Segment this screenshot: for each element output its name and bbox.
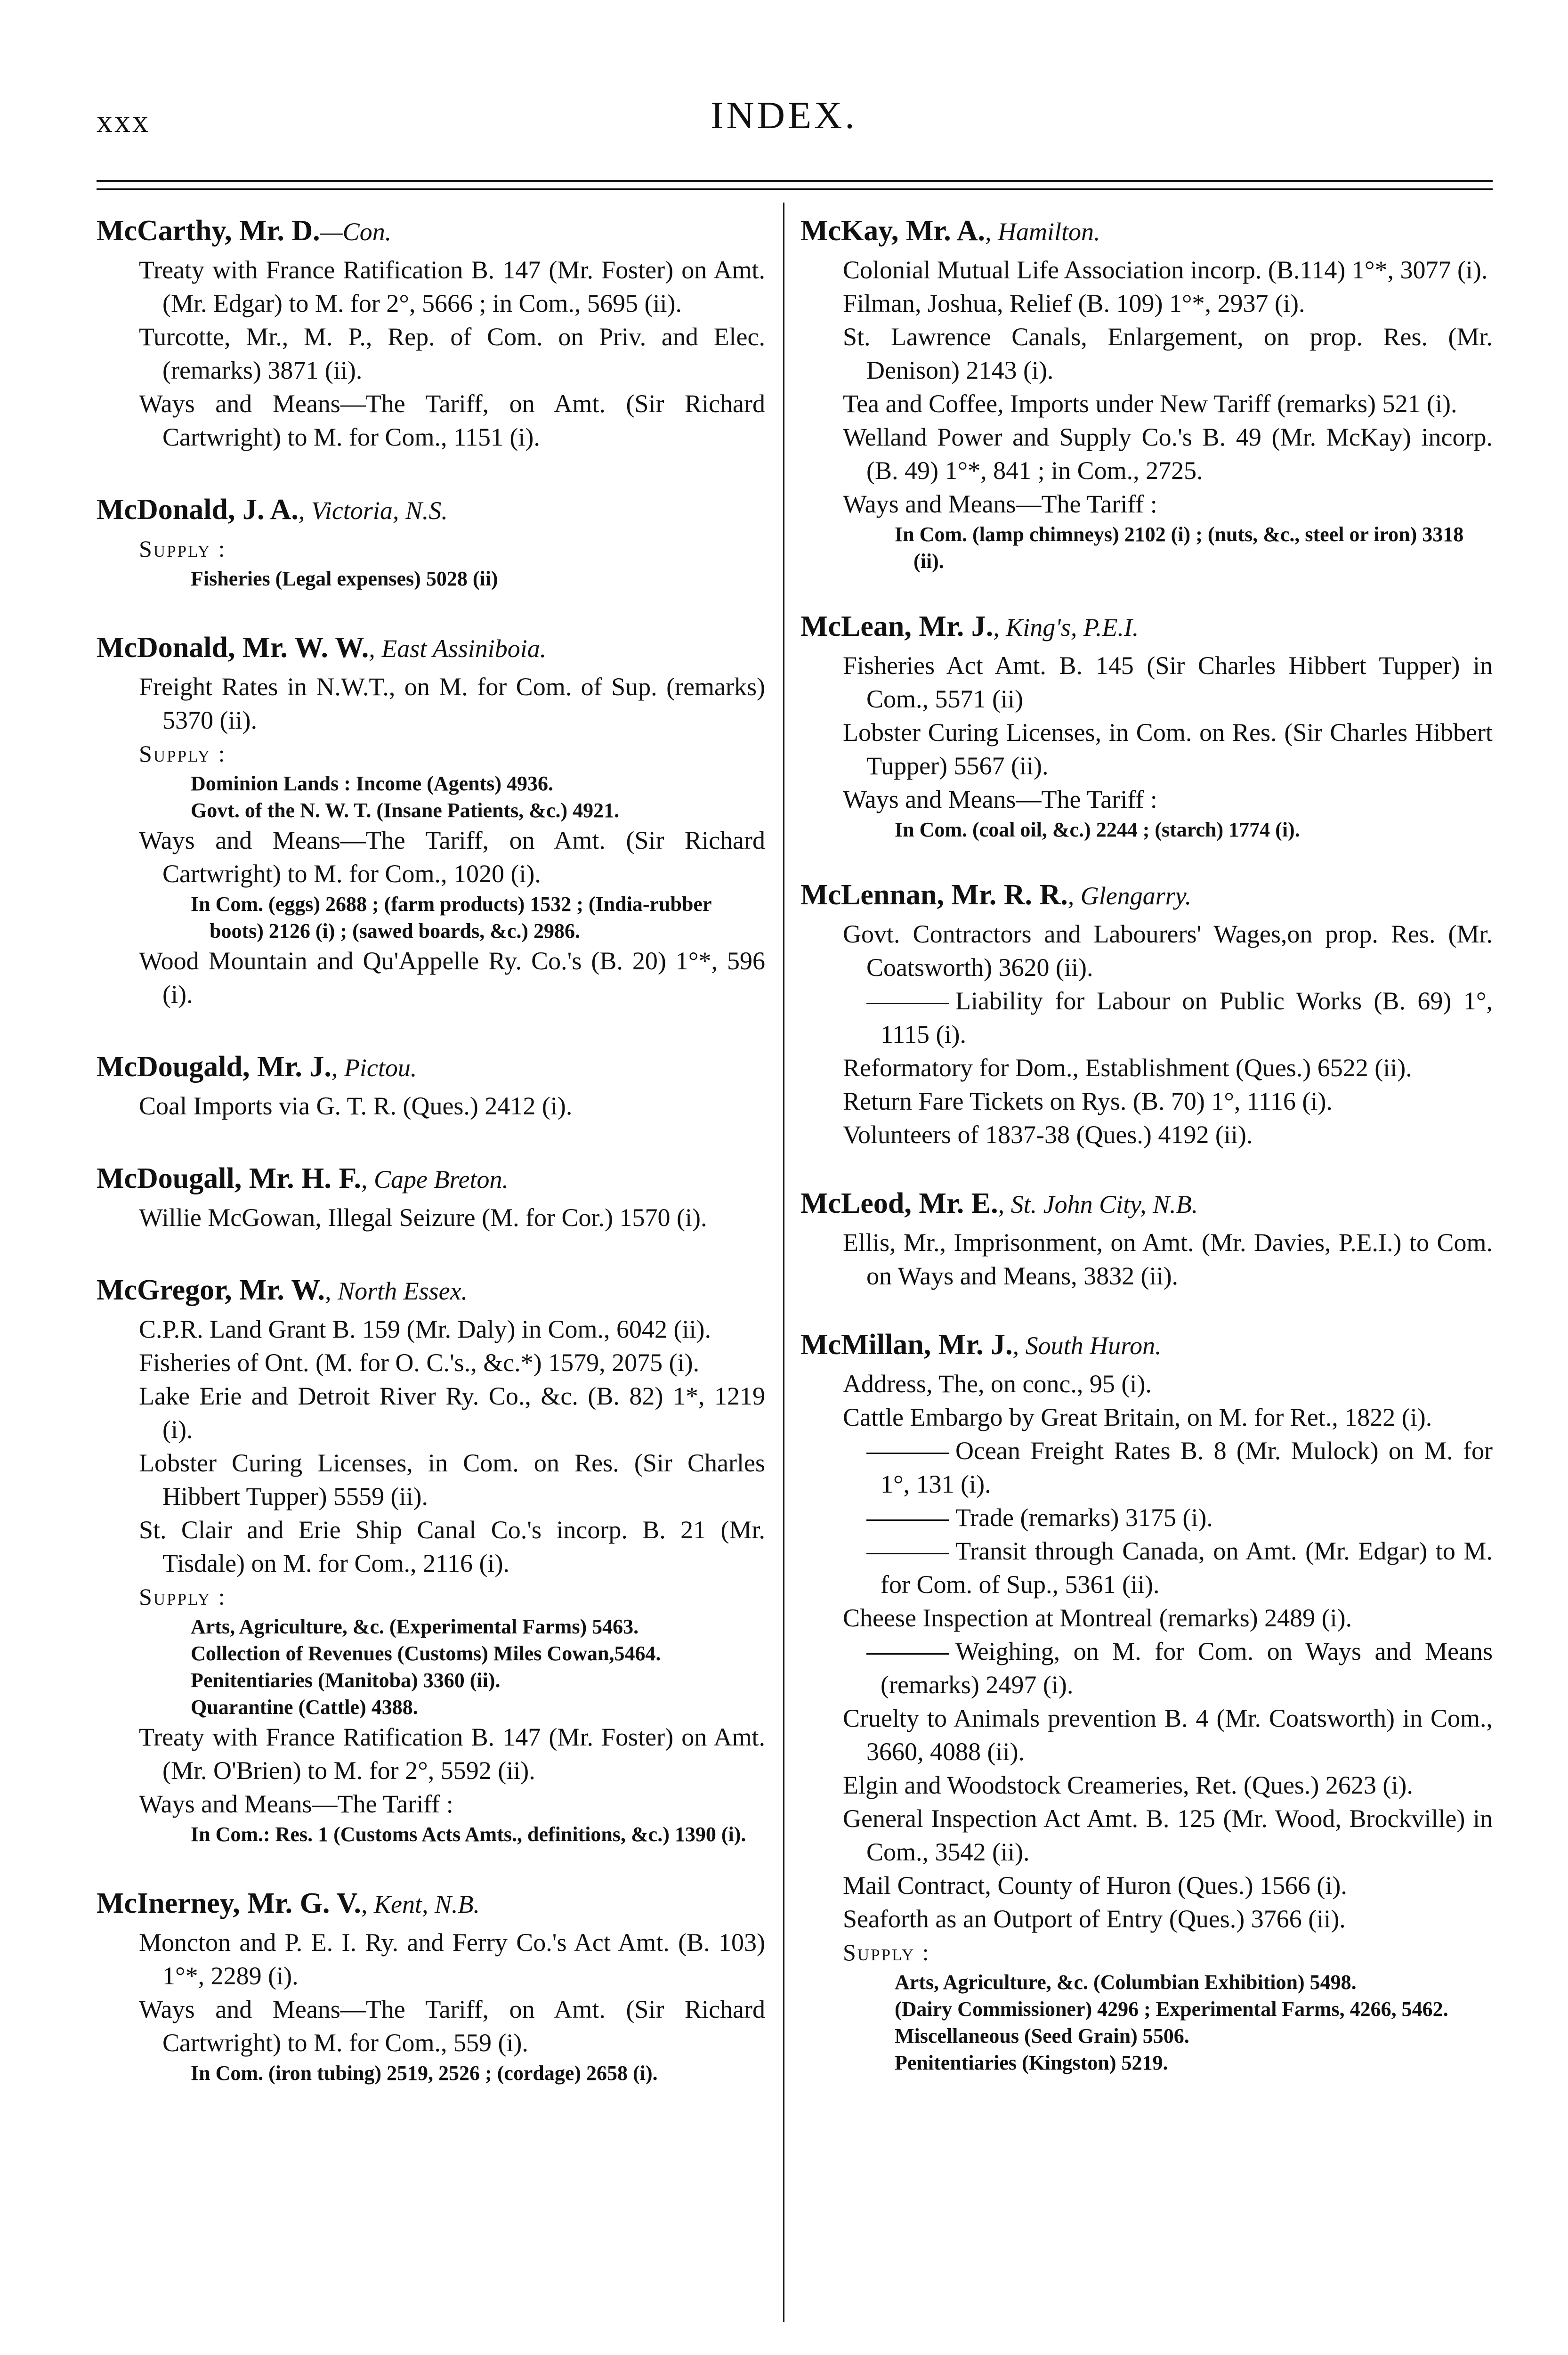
sub-entry: Collection of Revenues (Customs) Miles Cowan,5464. [191,1642,661,1665]
sub-entry: (Dairy Commissioner) 4296 ; Experimental Farms, 4266, 5462. [895,1998,1448,2021]
entry-item: Wood Mountain and Qu'Appelle Ry. Co.'s (B. 20) 1°*, 596 (i). [139,947,765,1008]
entry-item: Freight Rates in N.W.T., on M. for Com. of Sup. (remarks) 5370 (ii). [139,673,765,734]
entry-item: Treaty with France Ratification B. 147 (Mr. Foster) on Amt. (Mr. O'Brien) to M. for 2°, 5592 (ii). [139,1723,765,1785]
entry-heading [97,491,765,529]
ditto-text: Trade (remarks) 3175 (i). [955,1503,1213,1532]
constituency: , King's, P.E.I. [993,613,1139,642]
constituency: , Glengarry. [1067,882,1192,910]
entry-item: Address, The, on conc., 95 (i). [843,1370,1152,1398]
entry-item: Filman, Joshua, Relief (B. 109) 1°*, 2937 (i). [843,289,1305,317]
entry-item: Tea and Coffee, Imports under New Tariff (remarks) 521 (i). [843,390,1457,418]
entry-item: Cruelty to Animals prevention B. 4 (Mr. Coatsworth) in Com., 3660, 4088 (ii). [843,1704,1493,1766]
ditto-text: Transit through Canada, on Amt. (Mr. Edgar) to M. for Com. of Sup., 5361 (ii). [881,1537,1493,1599]
entry-heading [97,629,765,667]
entry-item: Moncton and P. E. I. Ry. and Ferry Co.'s Act Amt. (B. 103) 1°*, 2289 (i). [139,1928,765,1990]
sub-entry: Miscellaneous (Seed Grain) 5506. [895,2024,1189,2047]
entry-item: Ways and Means—The Tariff, on Amt. (Sir Richard Cartwright) to M. for Com., 1151 (i). [139,390,765,451]
ditto-dash [866,1653,949,1655]
entry-heading [800,1326,1493,1364]
entry-item: Fisheries of Ont. (M. for O. C.'s., &c.*) 1579, 2075 (i). [139,1348,700,1377]
entry-heading [97,1048,765,1087]
ditto-text: Liability for Labour on Public Works (B. 69) 1°, 1115 (i). [881,987,1493,1048]
sub-entry: Arts, Agriculture, &c. (Columbian Exhibition) 5498. [895,1971,1357,1994]
entry-item: Lake Erie and Detroit River Ry. Co., &c. (B. 82) 1*, 1219 (i). [139,1382,765,1444]
entry-item: Govt. Contractors and Labourers' Wages,on prop. Res. (Mr. Coatsworth) 3620 (ii). [843,920,1493,982]
entry-heading [97,212,765,251]
entry-item: C.P.R. Land Grant B. 159 (Mr. Daly) in Com., 6042 (ii). [139,1315,711,1343]
member-name: McInerney, Mr. G. V. [97,1887,361,1919]
sub-entry: Arts, Agriculture, &c. (Experimental Farms) 5463. [191,1615,639,1638]
index-entry [97,491,765,592]
member-name: McKay, Mr. A. [800,215,986,247]
sub-entry: In Com. (coal oil, &c.) 2244 ; (starch) 1774 (i). [895,818,1300,841]
entry-heading [800,608,1493,646]
sub-entry: In Com. (iron tubing) 2519, 2526 ; (cordage) 2658 (i). [191,2062,658,2085]
entry-item: Coal Imports via G. T. R. (Ques.) 2412 (i). [139,1092,573,1120]
entry-item: Ways and Means—The Tariff : [843,490,1157,518]
supply-label: Supply : [139,536,226,562]
ditto-dash [866,1553,949,1554]
ditto-entry [824,1635,1493,1702]
sub-entry: Quarantine (Cattle) 4388. [191,1696,418,1719]
entry-heading [97,1271,765,1310]
constituency: , St. John City, N.B. [998,1190,1198,1218]
entry-item: Elgin and Woodstock Creameries, Ret. (Ques.) 2623 (i). [843,1771,1413,1799]
member-name: McDonald, Mr. W. W. [97,632,369,664]
index-entry [97,212,765,454]
sub-entry: In Com. (lamp chimneys) 2102 (i) ; (nuts, &c., steel or iron) 3318 (ii). [895,523,1464,573]
right-column [800,212,1493,2109]
index-entry [800,1185,1493,1293]
constituency: , South Huron. [1012,1332,1162,1360]
entry-item: Lobster Curing Licenses, in Com. on Res. (Sir Charles Hibbert Tupper) 5567 (ii). [843,718,1493,780]
entry-item: Cattle Embargo by Great Britain, on M. for Ret., 1822 (i). [843,1403,1432,1431]
supply-label: Supply : [843,1939,930,1965]
sub-entry: Fisheries (Legal expenses) 5028 (ii) [191,567,498,590]
index-entry [800,876,1493,1152]
member-name: McLean, Mr. J. [800,610,994,642]
member-name: McDougald, Mr. J. [97,1051,331,1083]
sub-entry: Penitentiaries (Kingston) 5219. [895,2051,1168,2074]
constituency: —Con. [320,218,392,246]
constituency: , Kent, N.B. [361,1890,480,1918]
index-entry [800,212,1493,575]
entry-heading [97,1160,765,1198]
ditto-entry [824,1434,1493,1501]
entry-item: Volunteers of 1837-38 (Ques.) 4192 (ii). [843,1121,1253,1149]
constituency: , Pictou. [331,1054,417,1082]
entry-item: St. Clair and Erie Ship Canal Co.'s incorp. B. 21 (Mr. Tisdale) on M. for Com., 2116 (i). [139,1516,765,1577]
entry-item: Ways and Means—The Tariff : [139,1790,453,1818]
ditto-entry [824,984,1493,1051]
entry-heading [800,876,1493,915]
supply-label: Supply : [139,1584,226,1610]
ditto-entry [824,1535,1493,1601]
index-entry [97,1884,765,2087]
entry-item: Treaty with France Ratification B. 147 (Mr. Foster) on Amt. (Mr. Edgar) to M. for 2°, 5666 ; in Com., 5695 (ii). [139,256,765,317]
entry-item: Return Fare Tickets on Rys. (B. 70) 1°, 1116 (i). [843,1087,1333,1115]
sub-entry: Govt. of the N. W. T. (Insane Patients, &c.) 4921. [191,799,620,822]
entry-item: Ways and Means—The Tariff, on Amt. (Sir Richard Cartwright) to M. for Com., 559 (i). [139,1995,765,2057]
entry-item: Turcotte, Mr., M. P., Rep. of Com. on Priv. and Elec. (remarks) 3871 (ii). [139,323,765,384]
constituency: , East Assiniboia. [369,634,547,663]
header-rule-thin [97,188,1493,190]
entry-item: Lobster Curing Licenses, in Com. on Res. (Sir Charles Hibbert Tupper) 5559 (ii). [139,1449,765,1510]
member-name: McCarthy, Mr. D. [97,215,320,247]
member-name: McDonald, J. A. [97,494,299,526]
sub-entry: In Com. (eggs) 2688 ; (farm products) 1532 ; (India-rubber boots) 2126 (i) ; (sawed boards, &c.) 2986. [191,893,711,942]
entry-heading [800,1185,1493,1223]
sub-entry: Dominion Lands : Income (Agents) 4936. [191,772,554,795]
entry-item: Cheese Inspection at Montreal (remarks) 2489 (i). [843,1604,1352,1632]
page-title: INDEX. [711,94,857,137]
entry-item: Seaforth as an Outport of Entry (Ques.) 3766 (ii). [843,1905,1346,1933]
index-entry [800,608,1493,843]
index-entry [97,1160,765,1234]
index-entry [97,629,765,1011]
entry-item: Willie McGowan, Illegal Seizure (M. for Cor.) 1570 (i). [139,1203,707,1232]
entry-item: Ellis, Mr., Imprisonment, on Amt. (Mr. Davies, P.E.I.) to Com. on Ways and Means, 3832 (ii). [843,1228,1493,1290]
constituency: , Victoria, N.S. [298,496,448,525]
entry-item: Welland Power and Supply Co.'s B. 49 (Mr. McKay) incorp. (B. 49) 1°*, 841 ; in Com., 2725. [843,423,1493,485]
index-entry [800,1326,1493,2076]
constituency: , Hamilton. [985,218,1100,246]
column-divider [783,203,784,2322]
ditto-dash [866,1003,949,1004]
entry-item: Reformatory for Dom., Establishment (Ques.) 6522 (ii). [843,1054,1412,1082]
entry-item: General Inspection Act Amt. B. 125 (Mr. Wood, Brockville) in Com., 3542 (ii). [843,1804,1493,1866]
entry-item: Ways and Means—The Tariff, on Amt. (Sir Richard Cartwright) to M. for Com., 1020 (i). [139,826,765,888]
entry-heading [800,212,1493,251]
index-entry [97,1271,765,1848]
member-name: McLennan, Mr. R. R. [800,879,1068,911]
entry-item: St. Lawrence Canals, Enlargement, on prop. Res. (Mr. Denison) 2143 (i). [843,323,1493,384]
ditto-text: Ocean Freight Rates B. 8 (Mr. Mulock) on M. for 1°, 131 (i). [881,1437,1493,1498]
page-number: xxx [97,103,150,139]
entry-item: Ways and Means—The Tariff : [843,785,1157,813]
ditto-dash [866,1519,949,1521]
entry-heading [97,1884,765,1923]
member-name: McGregor, Mr. W. [97,1274,325,1306]
sub-entry: In Com.: Res. 1 (Customs Acts Amts., definitions, &c.) 1390 (i). [191,1823,746,1846]
header-rule-thick [97,180,1493,182]
member-name: McMillan, Mr. J. [800,1329,1013,1361]
ditto-text: Weighing, on M. for Com. on Ways and Means (remarks) 2497 (i). [881,1637,1493,1699]
entry-item: Fisheries Act Amt. B. 145 (Sir Charles Hibbert Tupper) in Com., 5571 (ii) [843,651,1493,713]
left-column [97,212,765,2123]
supply-label: Supply : [139,740,226,767]
sub-entry: Penitentiaries (Manitoba) 3360 (ii). [191,1669,501,1692]
ditto-dash [866,1453,949,1454]
constituency: , North Essex. [325,1277,468,1305]
ditto-entry [824,1501,1493,1535]
entry-item: Mail Contract, County of Huron (Ques.) 1566 (i). [843,1871,1347,1900]
entry-item: Colonial Mutual Life Association incorp. (B.114) 1°*, 3077 (i). [843,256,1488,284]
member-name: McDougall, Mr. H. F. [97,1162,361,1194]
index-entry [97,1048,765,1123]
constituency: , Cape Breton. [361,1165,509,1194]
member-name: McLeod, Mr. E. [800,1187,998,1219]
